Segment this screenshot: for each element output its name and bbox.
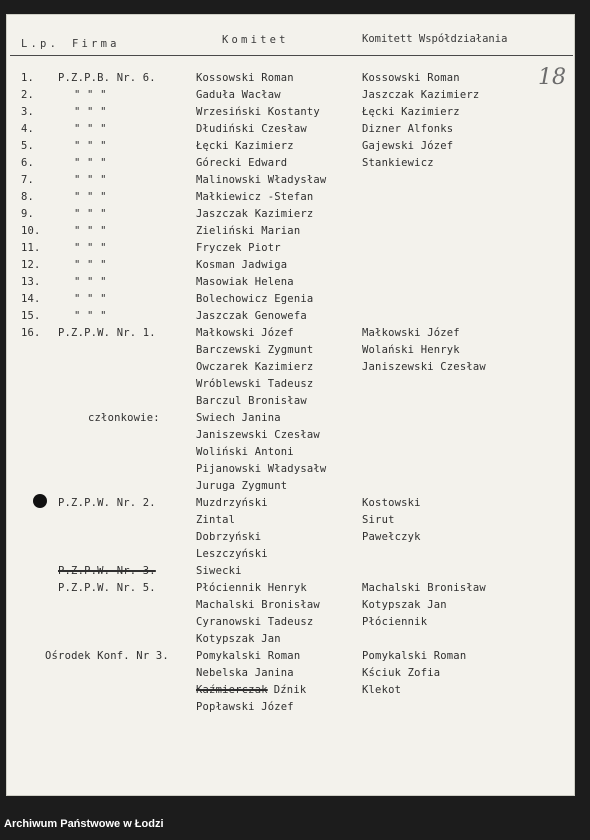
row-lp: 6. xyxy=(21,157,35,169)
row-komitet: Gaduła Wacław xyxy=(196,89,281,101)
row-komitet: Dłudiński Czesław xyxy=(196,123,307,135)
row-wspol: Pomykalski Roman xyxy=(362,650,467,662)
row-lp: 14. xyxy=(21,293,41,305)
row-komitet: Owczarek Kazimierz xyxy=(196,361,314,373)
row-wspol: Jaszczak Kazimierz xyxy=(362,89,480,101)
row-wspol: Łęcki Kazimierz xyxy=(362,106,460,118)
row-komitet: Górecki Edward xyxy=(196,157,288,169)
row-komitet: Pijanowski Władysałw xyxy=(196,463,327,475)
struck-text: Kaźmierczak xyxy=(196,684,268,696)
row-komitet: Kotypszak Jan xyxy=(196,633,281,645)
row-firma: P.Z.P.W. Nr. 3. xyxy=(58,565,156,577)
header-divider xyxy=(10,55,573,56)
row-firma: " " " xyxy=(74,293,107,305)
row-wspol: Kostowski xyxy=(362,497,421,509)
row-wspol: Gajewski Józef xyxy=(362,140,454,152)
row-firma: " " " xyxy=(74,123,107,135)
row-lp: 11. xyxy=(21,242,41,254)
row-komitet: Jaszczak Genowefa xyxy=(196,310,307,322)
row-wspol: Sirut xyxy=(362,514,395,526)
row-komitet-name: Dźnik xyxy=(273,684,307,696)
archive-footer: Archiwum Państwowe w Łodzi xyxy=(4,818,164,830)
row-firma: członkowie: xyxy=(88,412,160,424)
punch-hole xyxy=(33,494,47,508)
row-komitet: Bolechowicz Egenia xyxy=(196,293,314,305)
row-komitet: Płóciennik Henryk xyxy=(196,582,307,594)
row-lp: 16. xyxy=(21,327,41,339)
header-lp: L.p. xyxy=(21,38,60,50)
row-lp: 3. xyxy=(21,106,35,118)
row-firma: " " " xyxy=(74,106,107,118)
row-wspol: Stankiewicz xyxy=(362,157,434,169)
row-lp: 4. xyxy=(21,123,35,135)
row-firma: Ośrodek Konf. Nr 3. xyxy=(45,650,169,662)
header-wspoldzialania: Komitett Współdziałania xyxy=(362,33,508,45)
row-komitet: Barczul Bronisław xyxy=(196,395,307,407)
row-komitet: Barczewski Zygmunt xyxy=(196,344,314,356)
row-firma: " " " xyxy=(74,174,107,186)
row-komitet: Wróblewski Tadeusz xyxy=(196,378,314,390)
row-wspol: Dizner Alfonks xyxy=(362,123,454,135)
row-wspol: Pawełczyk xyxy=(362,531,421,543)
row-komitet: Masowiak Helena xyxy=(196,276,294,288)
row-wspol: Małkowski Józef xyxy=(362,327,460,339)
row-lp: 9. xyxy=(21,208,35,220)
header-firma: Firma xyxy=(72,38,120,50)
row-firma: " " " xyxy=(74,140,107,152)
row-komitet: Machalski Bronisław xyxy=(196,599,320,611)
row-firma: P.Z.P.W. Nr. 5. xyxy=(58,582,156,594)
row-firma: " " " xyxy=(74,89,107,101)
row-komitet: Popławski Józef xyxy=(196,701,294,713)
row-komitet: Siwecki xyxy=(196,565,242,577)
row-wspol: Kossowski Roman xyxy=(362,72,460,84)
header-komitet: Komitet xyxy=(222,34,289,46)
row-komitet: Juruga Zygmunt xyxy=(196,480,288,492)
row-komitet: Jaszczak Kazimierz xyxy=(196,208,314,220)
row-lp: 15. xyxy=(21,310,41,322)
row-wspol: Machalski Bronisław xyxy=(362,582,486,594)
row-wspol: Kotypszak Jan xyxy=(362,599,447,611)
row-komitet: Dobrzyński xyxy=(196,531,262,543)
row-lp: 12. xyxy=(21,259,41,271)
row-firma: " " " xyxy=(74,225,107,237)
row-wspol: Janiszewski Czesław xyxy=(362,361,486,373)
row-lp: 8. xyxy=(21,191,35,203)
row-komitet: Małkiewicz -Stefan xyxy=(196,191,314,203)
row-firma: " " " xyxy=(74,310,107,322)
row-lp: 13. xyxy=(21,276,41,288)
row-lp: 7. xyxy=(21,174,35,186)
row-komitet: Janiszewski Czesław xyxy=(196,429,320,441)
row-komitet: Woliński Antoni xyxy=(196,446,294,458)
row-wspol: Płóciennik xyxy=(362,616,428,628)
row-wspol: Klekot xyxy=(362,684,402,696)
row-komitet: Malinowski Władysław xyxy=(196,174,327,186)
row-wspol: Wolański Henryk xyxy=(362,344,460,356)
row-komitet: Zieliński Marian xyxy=(196,225,301,237)
row-komitet: Muzdrzyński xyxy=(196,497,268,509)
row-firma: " " " xyxy=(74,157,107,169)
row-komitet: Nebelska Janina xyxy=(196,667,294,679)
row-lp: 1. xyxy=(21,72,35,84)
row-komitet: Kossowski Roman xyxy=(196,72,294,84)
row-komitet xyxy=(196,684,306,697)
row-firma: " " " xyxy=(74,242,107,254)
row-komitet: Wrzesiński Kostanty xyxy=(196,106,320,118)
row-komitet: Pomykalski Roman xyxy=(196,650,301,662)
row-firma: " " " xyxy=(74,276,107,288)
row-lp: 5. xyxy=(21,140,35,152)
row-firma: P.Z.P.B. Nr. 6. xyxy=(58,72,156,84)
row-komitet: Łęcki Kazimierz xyxy=(196,140,294,152)
document-page xyxy=(6,14,575,796)
row-komitet: Leszczyński xyxy=(196,548,268,560)
row-komitet: Fryczek Piotr xyxy=(196,242,281,254)
row-lp: 2. xyxy=(21,89,35,101)
row-komitet: Swiech Janina xyxy=(196,412,281,424)
row-komitet: Małkowski Józef xyxy=(196,327,294,339)
row-firma: P.Z.P.W. Nr. 1. xyxy=(58,327,156,339)
row-firma: " " " xyxy=(74,208,107,220)
row-firma: " " " xyxy=(74,259,107,271)
row-firma: " " " xyxy=(74,191,107,203)
row-wspol: Kściuk Zofia xyxy=(362,667,441,679)
row-komitet: Zintal xyxy=(196,514,236,526)
row-firma: P.Z.P.W. Nr. 2. xyxy=(58,497,156,509)
row-komitet: Cyranowski Tadeusz xyxy=(196,616,314,628)
row-komitet: Kosman Jadwiga xyxy=(196,259,288,271)
row-lp: 10. xyxy=(21,225,41,237)
page-number: 18 xyxy=(538,65,566,90)
